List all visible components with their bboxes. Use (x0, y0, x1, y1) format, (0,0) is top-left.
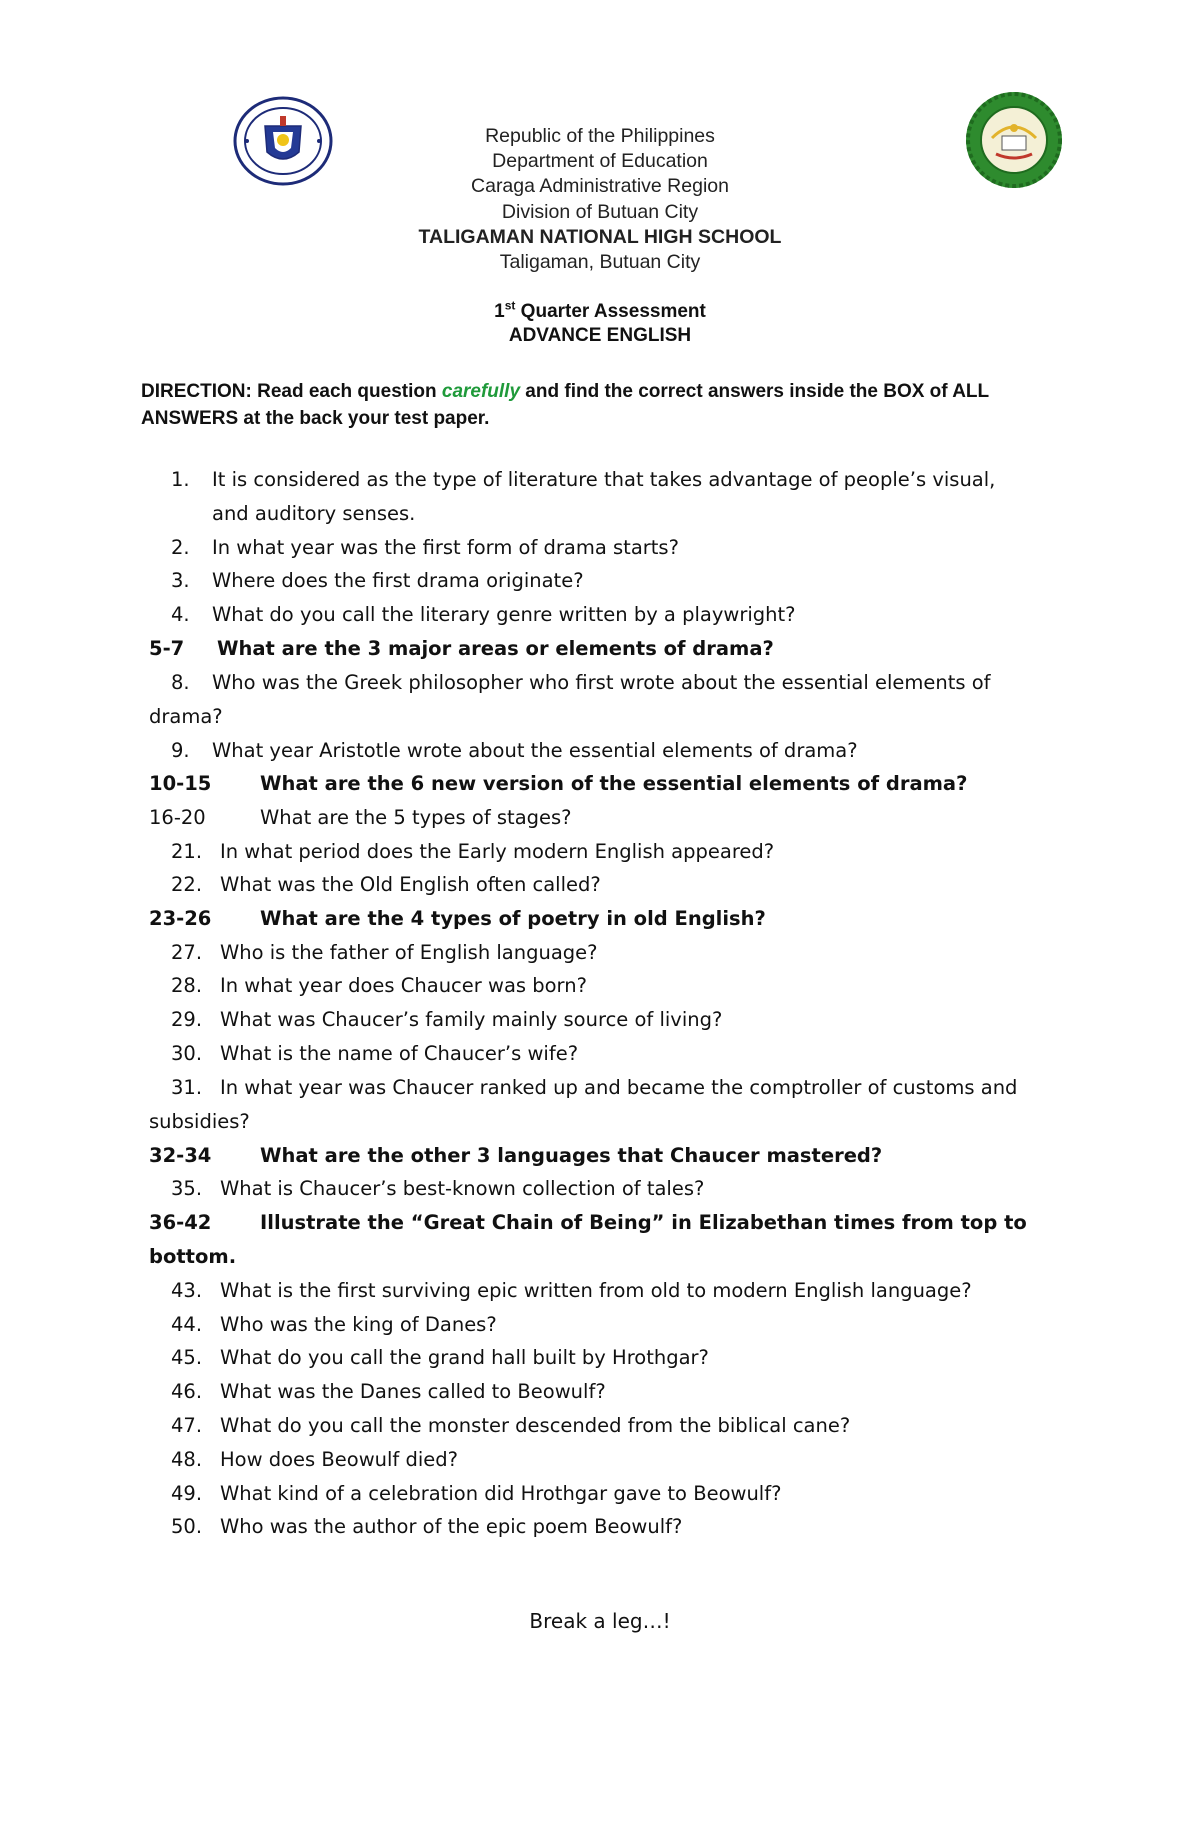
question-text: It is considered as the type of literature that takes advantage of people’s visual, (212, 468, 996, 491)
question-text: bottom. (149, 1245, 237, 1268)
letterhead (0, 124, 1200, 275)
question-number: 44. (171, 1313, 203, 1336)
question-text: What is the name of Chaucer’s wife? (220, 1042, 579, 1065)
question-text: What are the 5 types of stages? (260, 806, 572, 829)
quarter-title (0, 300, 1200, 324)
question-text: and auditory senses. (212, 502, 416, 525)
question-text: In what year was the first form of drama starts? (212, 536, 679, 559)
question-number: 32-34 (149, 1144, 212, 1167)
question-number: 1. (171, 468, 190, 491)
quarter-suffix: st (504, 298, 516, 313)
question-text: In what period does the Early modern English appeared? (220, 840, 775, 863)
question-number: 3. (171, 569, 190, 592)
question-text: What year Aristotle wrote about the essential elements of drama? (212, 739, 858, 762)
question-number: 31. (171, 1076, 203, 1099)
question-number: 45. (171, 1346, 203, 1369)
question-text: What are the 6 new version of the essential elements of drama? (260, 772, 968, 795)
header-school-address: Taligaman, Butuan City (499, 251, 701, 274)
question-number: 28. (171, 974, 203, 997)
question-number: 49. (171, 1482, 203, 1505)
question-text: What is Chaucer’s best-known collection of tales? (220, 1177, 705, 1200)
question-number: 47. (171, 1414, 203, 1437)
header-republic: Republic of the Philippines (485, 125, 715, 147)
question-text: Illustrate the “Great Chain of Being” in Elizabethan times from top to (260, 1211, 1027, 1234)
header-school-name: TALIGAMAN NATIONAL HIGH SCHOOL (418, 225, 782, 248)
question-text: What do you call the grand hall built by Hrothgar? (220, 1346, 709, 1369)
question-number: 8. (171, 671, 190, 694)
header-division: Division of Butuan City (501, 200, 699, 223)
question-text: What is the first surviving epic written from old to modern English language? (220, 1279, 972, 1302)
question-text: Who was the author of the epic poem Beowulf? (220, 1515, 683, 1538)
question-text: In what year was Chaucer ranked up and became the comptroller of customs and (220, 1076, 1018, 1099)
question-text: subsidies? (149, 1110, 250, 1133)
question-number: 22. (171, 873, 203, 896)
question-text: Who was the Greek philosopher who first wrote about the essential elements of (212, 671, 991, 694)
assessment-title (0, 300, 1200, 348)
question-text: What was the Danes called to Beowulf? (220, 1380, 606, 1403)
question-text: What are the 3 major areas or elements of drama? (217, 637, 774, 660)
direction-text (141, 378, 1081, 432)
question-text: What kind of a celebration did Hrothgar gave to Beowulf? (220, 1482, 782, 1505)
question-number: 36-42 (149, 1211, 212, 1234)
question-number: 4. (171, 603, 190, 626)
question-number: 2. (171, 536, 190, 559)
question-number: 16-20 (149, 806, 206, 829)
question-number: 10-15 (149, 772, 212, 795)
question-text: What do you call the literary genre written by a playwright? (212, 603, 796, 626)
question-text: Who is the father of English language? (220, 941, 598, 964)
question-number: 23-26 (149, 907, 212, 930)
subject-title: ADVANCE ENGLISH (508, 325, 692, 346)
question-text: drama? (149, 705, 223, 728)
question-text: What are the 4 types of poetry in old English? (260, 907, 766, 930)
question-text: What was the Old English often called? (220, 873, 601, 896)
question-number: 27. (171, 941, 203, 964)
header-department: Department of Education (492, 150, 708, 173)
question-number: 43. (171, 1279, 203, 1302)
question-number: 9. (171, 739, 190, 762)
direction-part2: and find the correct answers inside the BOX of ALL ANSWERS at the back your test paper. (141, 381, 989, 429)
question-text: What are the other 3 languages that Chaucer mastered? (260, 1144, 883, 1167)
question-number: 21. (171, 840, 203, 863)
question-number: 29. (171, 1008, 203, 1031)
question-text: In what year does Chaucer was born? (220, 974, 587, 997)
question-number: 46. (171, 1380, 203, 1403)
direction-part1: DIRECTION: Read each question (141, 381, 442, 402)
closing-message: Break a leg…! (529, 1609, 671, 1633)
question-number: 50. (171, 1515, 203, 1538)
direction-emphasis: carefully (441, 381, 521, 402)
header-region: Caraga Administrative Region (471, 175, 729, 198)
quarter-label: Quarter Assessment (515, 301, 706, 322)
question-text: What was Chaucer’s family mainly source of living? (220, 1008, 723, 1031)
question-text: How does Beowulf died? (220, 1448, 459, 1471)
question-number: 48. (171, 1448, 203, 1471)
question-number: 35. (171, 1177, 203, 1200)
quarter-number: 1 (494, 301, 505, 322)
question-number: 5-7 (149, 637, 185, 660)
question-text: Where does the first drama originate? (212, 569, 584, 592)
question-number: 30. (171, 1042, 203, 1065)
question-text: What do you call the monster descended from the biblical cane? (220, 1414, 851, 1437)
question-text: Who was the king of Danes? (220, 1313, 497, 1336)
